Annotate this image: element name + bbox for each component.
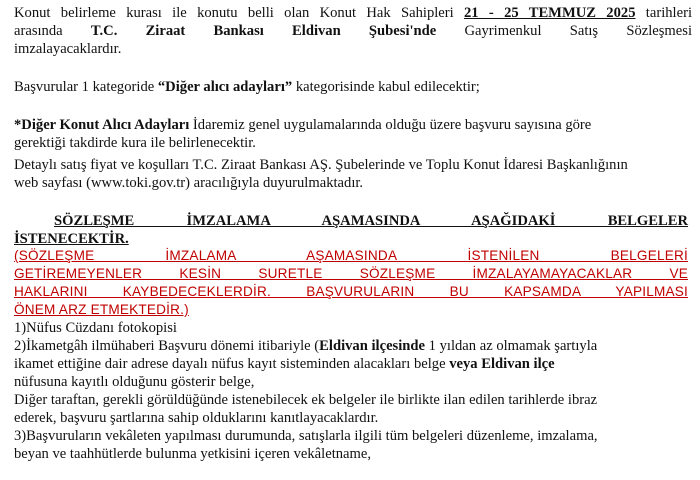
- warning-line-3: HAKLARINI KAYBEDECEKLERDİR. BAŞVURULARIN BU KAPSAMDA YAPILMASI: [14, 284, 688, 299]
- warning-line-1: (SÖZLEŞME İMZALAMA AŞAMASINDA İSTENİLEN BELGELERİ: [14, 248, 688, 263]
- other-buyers-text: İdaremiz genel uygulamalarında olduğu üzere başvuru sayısına göre: [189, 117, 592, 133]
- intro-text: Gayrimenkul Satış Sözleşmesi: [436, 23, 692, 39]
- details-line-1: Detaylı satış fiyat ve koşulları T.C. Ziraat Bankası AŞ. Şubelerinde ve Toplu Konut İdaresi Başkanlığının: [14, 157, 628, 173]
- item-2-line-1: [14, 337, 597, 355]
- category-text: Başvurular 1 kategoride: [14, 79, 158, 95]
- category-name: “Diğer alıcı adayları”: [157, 79, 293, 95]
- documents-heading-2: İSTENECEKTİR.: [14, 231, 129, 247]
- details-line-2: web sayfası (www.toki.gov.tr) aracılığıyla duyurulmaktadır.: [14, 175, 364, 191]
- other-buyers-title: *Diğer Konut Alıcı Adayları: [14, 117, 190, 133]
- item-3-line-2: beyan ve taahhütlerde bulunma yetkisini içeren vekâletname,: [14, 446, 371, 462]
- item-2-line-5: ederek, başvuru şartlarına sahip olduklarını kanıtlayacaklardır.: [14, 410, 379, 426]
- intro-line-3: imzalayacaklardır.: [14, 41, 122, 57]
- intro-line-1: [14, 4, 692, 22]
- item-2-text: ikamet ettiğine dair adrese dayalı nüfus kayıt sisteminden alacakları belge: [14, 356, 450, 372]
- intro-text: arasında: [14, 23, 91, 39]
- warning-line-2: GETİREMEYENLER KESİN SURETLE SÖZLEŞME İMZALAYAMAYACAKLAR VE: [14, 266, 688, 281]
- intro-text-end: tarihleri: [635, 5, 692, 21]
- other-buyers-line-2: gerektiği takdirde kura ile belirlenecektir.: [14, 135, 256, 151]
- item-2-line-2: [14, 355, 555, 373]
- item-3-line-1: 3)Başvuruların vekâleten yapılması durumunda, satışlarla ilgili tüm belgeleri düzenleme, imzalama,: [14, 428, 598, 444]
- item-2-text: 2)İkametgâh ilmühaberi Başvuru dönemi itibariyle (: [14, 338, 320, 354]
- item-2-text: 1 yıldan az olmamak şartıyla: [425, 338, 598, 354]
- intro-line-2: [14, 22, 692, 40]
- district-name: Eldivan ilçesinde: [319, 338, 425, 354]
- item-2-line-3: nüfusuna kayıtlı olduğunu gösterir belge,: [14, 374, 255, 390]
- category-text: kategorisinde kabul edilecektir;: [292, 79, 480, 95]
- item-1: 1)Nüfus Cüzdanı fotokopisi: [14, 320, 177, 336]
- category-line: [14, 78, 480, 96]
- intro-text: Konut belirleme kurası ile konutu belli olan Konut Hak Sahipleri: [14, 5, 464, 21]
- contract-dates: 21 - 25 TEMMUZ 2025: [464, 5, 636, 21]
- district-registry: veya Eldivan ilçe: [449, 356, 555, 372]
- item-2-line-4: Diğer taraftan, gerekli görüldüğünde istenebilecek ek belgeler ile birlikte ilan edilen tarihlerde ibraz: [14, 392, 598, 408]
- bank-branch: T.C. Ziraat Bankası Eldivan Şubesi'nde: [90, 23, 437, 39]
- other-buyers-line-1: [14, 116, 700, 134]
- documents-heading: SÖZLEŞME İMZALAMA AŞAMASINDA AŞAĞIDAKİ BELGELER: [54, 213, 688, 229]
- warning-line-4: ÖNEM ARZ ETMEKTEDİR.): [14, 302, 189, 317]
